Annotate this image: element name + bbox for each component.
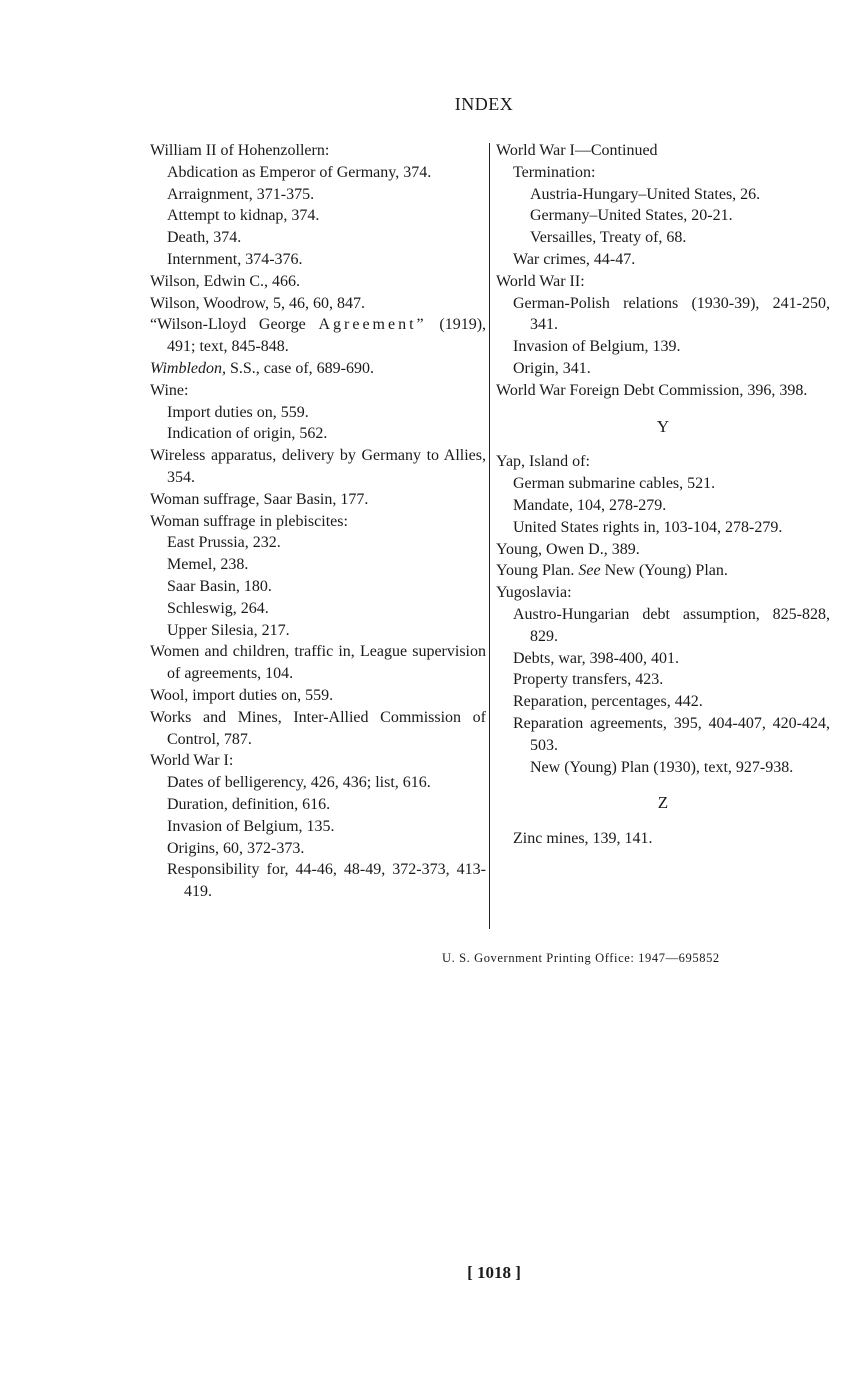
index-entry-part: “Wilson-Lloyd George xyxy=(150,316,306,334)
index-subentry: United States rights in, 103-104, 278-279. xyxy=(513,518,783,536)
index-subentry: Origins, 60, 372-373. xyxy=(167,839,305,857)
index-subentry: East Prussia, 232. xyxy=(167,534,281,552)
index-subentry: Responsibility for, 44-46, 48-49, 372-373, 413-419. xyxy=(167,861,486,901)
index-subsubentry: Austria-Hungary–United States, 26. xyxy=(530,185,761,203)
index-subentry: German submarine cables, 521. xyxy=(513,475,716,493)
index-subentry: War crimes, 44-47. xyxy=(513,250,636,268)
index-entry: Wine: xyxy=(150,381,189,399)
index-subentry: German-Polish relations (1930-39), 241-250, 341. xyxy=(513,294,830,334)
index-subentry: Indication of origin, 562. xyxy=(167,425,328,443)
see-reference: See xyxy=(578,562,601,580)
index-entry xyxy=(496,560,830,582)
index-subentry: Saar Basin, 180. xyxy=(167,577,272,595)
index-entry: World War I: xyxy=(150,752,234,770)
index-subsubentry: Versailles, Treaty of, 68. xyxy=(530,229,687,247)
index-subentry: Abdication as Emperor of Germany, 374. xyxy=(167,163,432,181)
index-entry xyxy=(150,358,486,380)
index-subentry: Reparation agreements, 395, 404-407, 420-424, 503. xyxy=(513,714,830,754)
index-subentry: Invasion of Belgium, 135. xyxy=(167,817,335,835)
index-left-column xyxy=(150,140,486,903)
index-entry-part: Agreement” xyxy=(318,316,427,334)
index-entry: Woman suffrage, Saar Basin, 177. xyxy=(150,490,369,508)
index-subentry: Origin, 341. xyxy=(513,359,591,377)
printer-imprint: U. S. Government Printing Office: 1947—695852 xyxy=(442,951,720,965)
index-entry-part: S.S., case of, 689-690. xyxy=(230,359,374,377)
index-subentry: Memel, 238. xyxy=(167,556,249,574)
index-entry: Young, Owen D., 389. xyxy=(496,540,640,558)
index-subentry: Dates of belligerency, 426, 436; list, 616. xyxy=(167,774,431,792)
index-entry-part: Young Plan. xyxy=(496,562,575,580)
index-entry-part: New (Young) Plan. xyxy=(604,562,728,580)
index-subentry: Upper Silesia, 217. xyxy=(167,621,290,639)
index-entry: Woman suffrage in plebiscites: xyxy=(150,512,348,530)
index-entry: Wireless apparatus, delivery by Germany to Allies, 354. xyxy=(150,447,486,486)
index-subentry: Austro-Hungarian debt assumption, 825-828, 829. xyxy=(513,605,830,645)
index-subentry: Import duties on, 559. xyxy=(167,403,309,421)
index-entry: Yugoslavia: xyxy=(496,584,572,602)
index-subentry: Mandate, 104, 278-279. xyxy=(513,496,667,514)
index-subentry: Invasion of Belgium, 139. xyxy=(513,338,681,356)
index-entry: Yap, Island of: xyxy=(496,453,590,471)
index-entry xyxy=(150,314,486,358)
index-entry: Wilson, Edwin C., 466. xyxy=(150,272,301,290)
index-entry: World War II: xyxy=(496,272,585,290)
index-subentry: Reparation, percentages, 442. xyxy=(513,693,703,711)
index-subentry: Zinc mines, 139, 141. xyxy=(513,830,653,848)
index-subentry: Attempt to kidnap, 374. xyxy=(167,207,320,225)
column-divider xyxy=(489,143,490,929)
page-number: [ 1018 ] xyxy=(467,1263,521,1282)
index-subentry: Termination: xyxy=(513,163,596,181)
index-subentry: Arraignment, 371-375. xyxy=(167,185,315,203)
index-entry: Women and children, traffic in, League supervision of agreements, 104. xyxy=(150,643,486,683)
index-entry: World War Foreign Debt Commission, 396, 398. xyxy=(496,381,808,399)
index-subentry: Internment, 374-376. xyxy=(167,250,303,268)
index-entry: World War I—Continued xyxy=(496,142,658,159)
index-subentry: Death, 374. xyxy=(167,229,242,247)
index-subsubentry: Germany–United States, 20-21. xyxy=(530,207,733,225)
index-entry: Wool, import duties on, 559. xyxy=(150,686,334,704)
index-subentry: Debts, war, 398-400, 401. xyxy=(513,649,679,667)
index-subentry: Schleswig, 264. xyxy=(167,599,269,617)
index-entry-part: (1919), 491; text, 845-848. xyxy=(167,316,487,356)
index-right-column xyxy=(496,140,830,850)
section-letter-z: Z xyxy=(657,793,669,813)
index-entry: William II of Hohenzollern: xyxy=(150,142,330,159)
index-subentry: Property transfers, 423. xyxy=(513,671,664,689)
section-letter-y: Y xyxy=(656,416,670,436)
index-entry: Works and Mines, Inter-Allied Commission of Control, 787. xyxy=(150,708,486,748)
index-entry: Wilson, Woodrow, 5, 46, 60, 847. xyxy=(150,294,365,312)
index-subentry: Duration, definition, 616. xyxy=(167,795,331,813)
ship-name: Wimbledon, xyxy=(150,359,226,377)
page-title: INDEX xyxy=(454,94,514,114)
index-subsubentry: New (Young) Plan (1930), text, 927-938. xyxy=(530,758,794,776)
